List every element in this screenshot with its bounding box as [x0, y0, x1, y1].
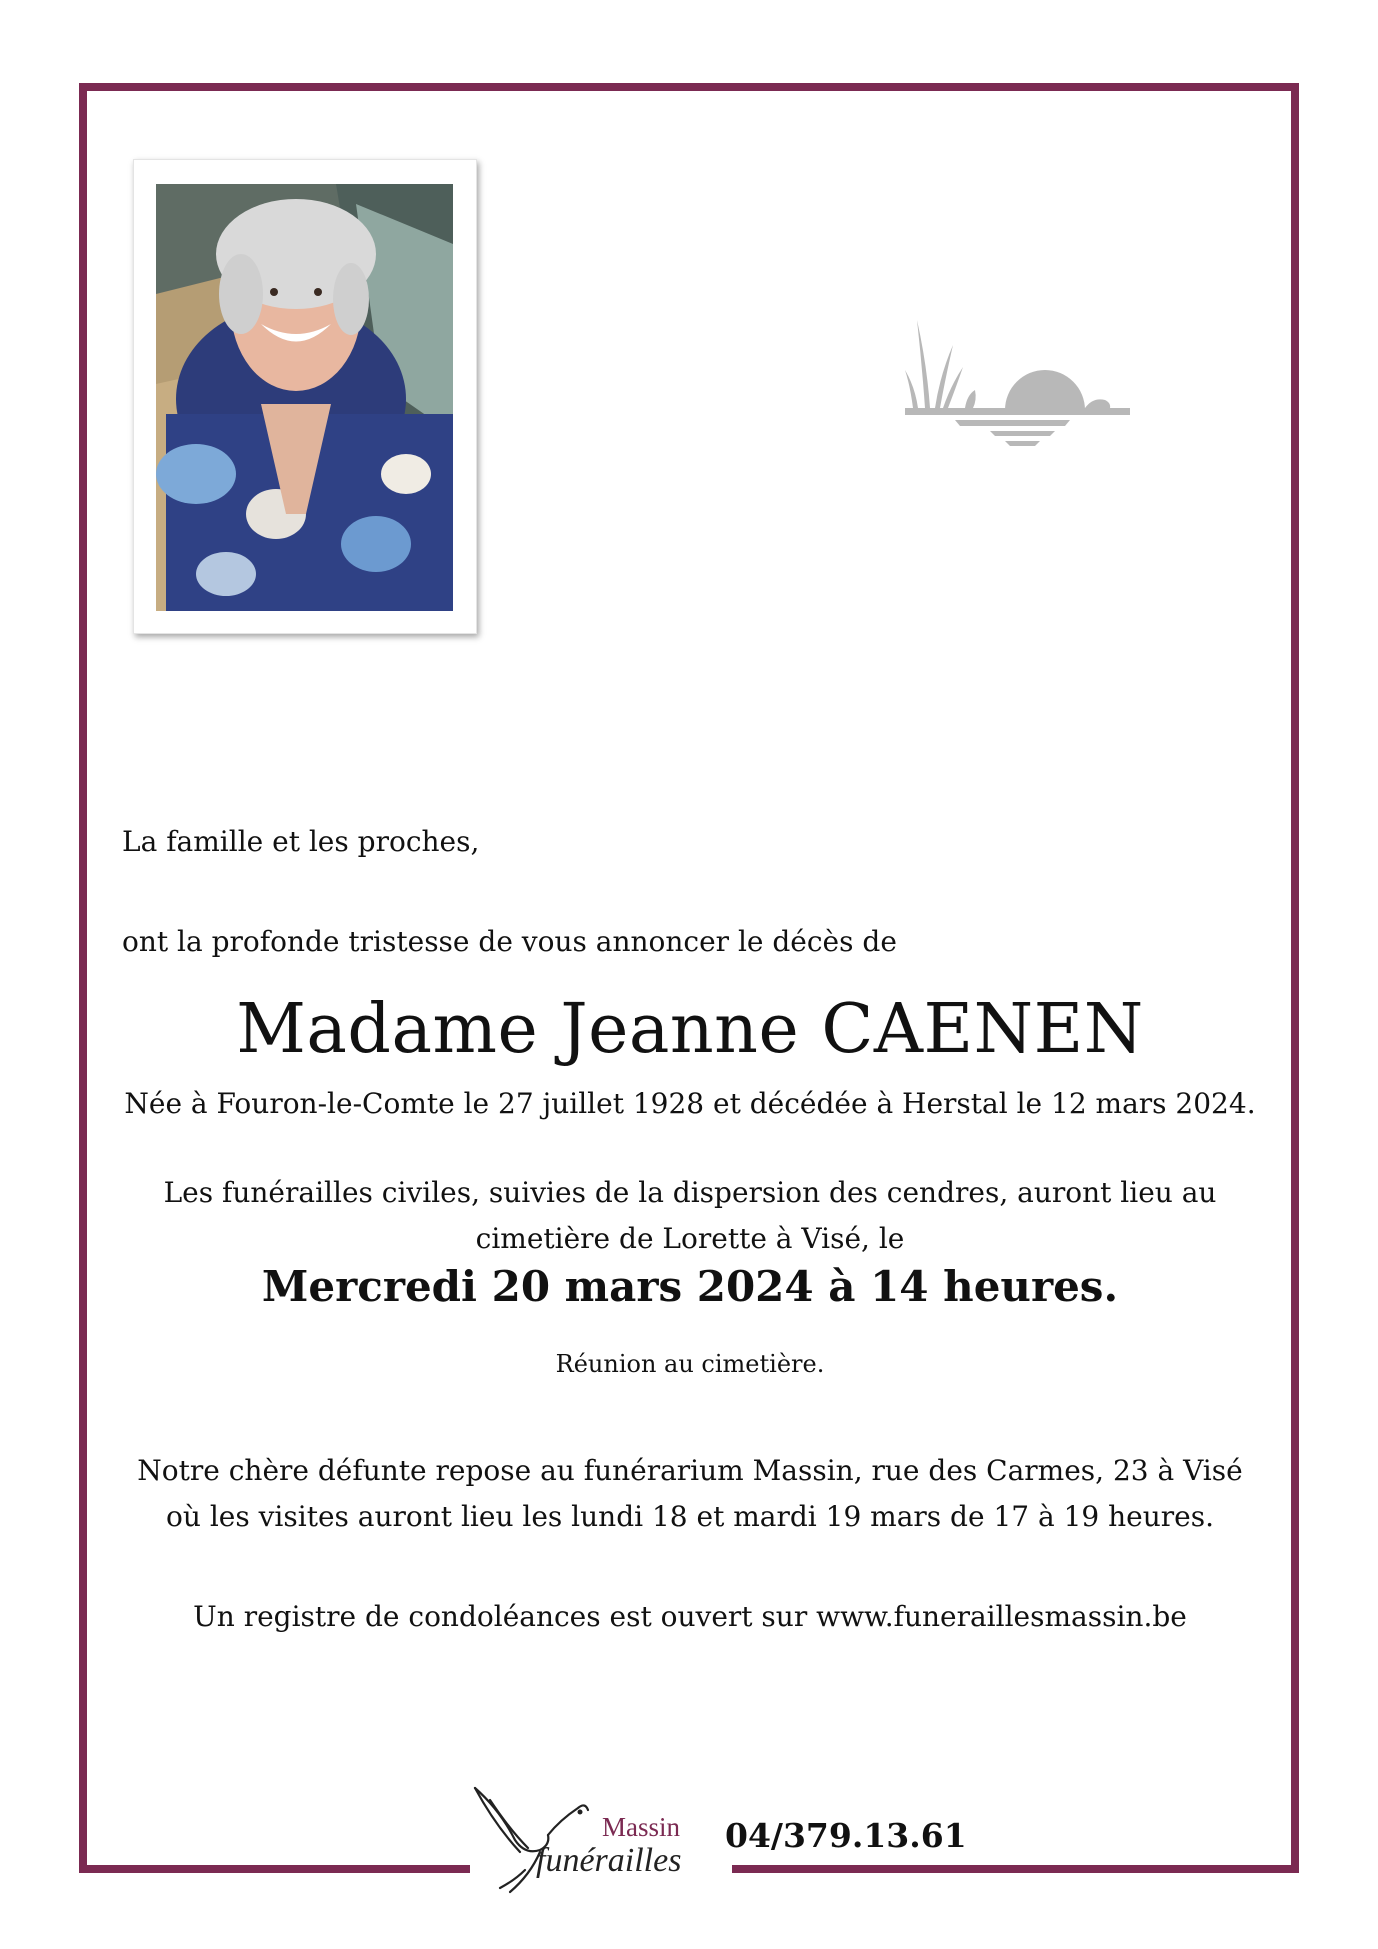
condolence-registry-line: Un registre de condoléances est ouvert sur www.funeraillesmassin.be [193, 1600, 1187, 1633]
sunset-emblem-icon [905, 305, 1130, 480]
rest-line-1: Notre chère défunte repose au funérarium Massin, rue des Carmes, 23 à Visé [137, 1454, 1243, 1487]
funeral-date: Mercredi 20 mars 2024 à 14 heures. [261, 1262, 1119, 1311]
deceased-name: Madame Jeanne CAENEN [236, 990, 1144, 1069]
reunion-note: Réunion au cimetière. [555, 1350, 825, 1378]
funeral-details [100, 1170, 1280, 1262]
logo-brand-funerailles: funérailles [536, 1842, 682, 1879]
rest-line-2: où les visites auront lieu les lundi 18 et mardi 19 mars de 17 à 19 heures. [166, 1500, 1214, 1533]
birth-death-line: Née à Fouron-le-Comte le 27 juillet 1928 et décédée à Herstal le 12 mars 2024. [124, 1087, 1256, 1120]
logo-brand-massin: Massin [602, 1812, 681, 1842]
phone-number: 04/379.13.61 [725, 1816, 967, 1855]
intro-family-line: La famille et les proches, [122, 825, 480, 858]
dove-logo-icon [470, 1780, 720, 1900]
portrait-photo [156, 184, 453, 611]
portrait-illustration [156, 184, 453, 611]
intro-announcement-line: ont la profonde tristesse de vous annoncer le décès de [122, 925, 897, 958]
portrait-photo-frame [133, 159, 477, 634]
funeral-line-2: cimetière de Lorette à Visé, le [475, 1222, 905, 1255]
funeral-line-1: Les funérailles civiles, suivies de la dispersion des cendres, auront lieu au [163, 1176, 1217, 1209]
funeral-home-details [100, 1448, 1280, 1540]
